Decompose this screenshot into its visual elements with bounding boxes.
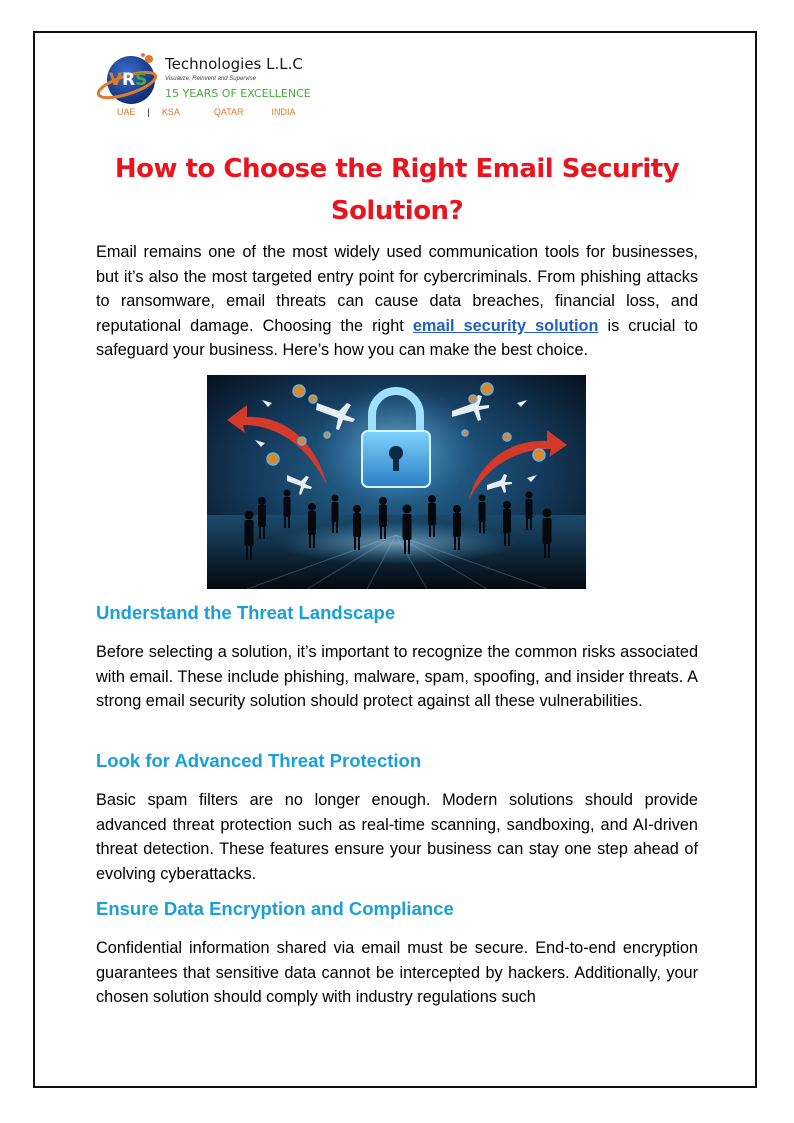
company-logo[interactable]	[97, 52, 327, 122]
section-heading-encryption-compliance: Ensure Data Encryption and Compliance	[96, 898, 454, 919]
region-uae: UAE	[117, 107, 136, 117]
region-ksa: KSA	[161, 107, 180, 117]
email-security-solution-link[interactable]: email security solution	[412, 316, 599, 335]
logo-tagline: Visualize, Reinvent and Supervise	[165, 76, 256, 82]
logo-years-badge: 15 YEARS OF EXCELLENCE	[165, 87, 311, 100]
region-separator: |	[147, 107, 150, 117]
section-body-encryption-compliance: Confidential information shared via email must be secure. End-to-end encryption guarantees that sensitive data cannot be intercepted by hackers. Additionally, your chosen solution should comply with industry regulations such	[96, 939, 698, 1007]
svg-text:R: R	[122, 70, 136, 90]
svg-text:V: V	[109, 70, 123, 90]
svg-text:S: S	[135, 70, 148, 90]
section-body-threat-landscape: Before selecting a solution, it’s important to recognize the common risks associated with email. These include phishing, malware, spam, spoofing, and insider threats. A strong email security solution should protect against all these vulnerabilities.	[96, 643, 698, 711]
hero-illustration	[207, 375, 586, 589]
vrs-globe-logo-icon	[97, 52, 163, 112]
region-qatar: QATAR	[213, 107, 244, 117]
section-body-advanced-protection: Basic spam filters are no longer enough. Modern solutions should provide advanced threat protection such as real-time scanning, sandboxing, and AI-driven threat detection. These features ensure your business can stay one step ahead of evolving cyberattacks.	[96, 791, 698, 883]
page-title: How to Choose the Right Email Security Solution?	[114, 154, 680, 226]
logo-regions	[117, 107, 296, 117]
region-india: INDIA	[271, 107, 296, 117]
logo-company-name: Technologies L.L.C	[165, 55, 303, 73]
intro-paragraph: Email remains one of the most widely used communication tools for businesses, but it’s also the most targeted entry point for cybercriminals. From phishing attacks to ransomware, email threats can cause data breaches, financial loss, and reputational damage. Choosing the right email security solution is crucial to safeguard your business. Here’s how you can make the best choice.	[96, 243, 698, 360]
section-heading-threat-landscape: Understand the Threat Landscape	[96, 602, 396, 623]
email-security-illustration-icon	[207, 375, 586, 589]
section-heading-advanced-protection: Look for Advanced Threat Protection	[96, 750, 422, 771]
